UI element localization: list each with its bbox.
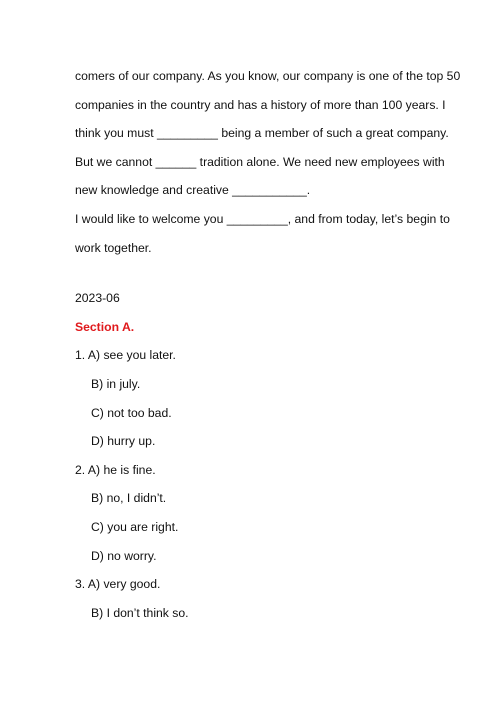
- question-option: B) no, I didn’t.: [91, 491, 167, 506]
- question-option: B) I don’t think so.: [91, 605, 189, 620]
- question-option: B) in july.: [91, 376, 141, 391]
- question-first-option: 2. A) he is fine.: [75, 462, 156, 477]
- passage-line: new knowledge and creative ___________.: [75, 183, 311, 198]
- passage-line: comers of our company. As you know, our company is one of the top 50: [75, 69, 461, 83]
- passage: [75, 62, 461, 262]
- paragraph-gap: [75, 262, 425, 284]
- passage-line: work together.: [75, 240, 152, 255]
- document-page: [75, 62, 461, 627]
- passage-line: think you must _________ being a member of such a great company.: [75, 126, 449, 141]
- question-3: [75, 570, 425, 627]
- question-option: D) hurry up.: [91, 434, 156, 449]
- section-title: Section A.: [75, 319, 135, 334]
- question-2: [75, 456, 425, 570]
- passage-line: companies in the country and has a history of more than 100 years. I: [75, 97, 446, 112]
- question-option: C) not too bad.: [91, 405, 172, 420]
- question-option: C) you are right.: [91, 519, 179, 534]
- passage-line: But we cannot ______ tradition alone. We need new employees with: [75, 154, 445, 169]
- question-option: D) no worry.: [91, 548, 157, 563]
- question-first-option: 3. A) very good.: [75, 577, 161, 592]
- date-label: 2023-06: [75, 291, 120, 306]
- question-1: [75, 341, 425, 455]
- passage-line: I would like to welcome you _________, and from today, let’s begin to: [75, 211, 450, 226]
- question-first-option: 1. A) see you later.: [75, 348, 176, 363]
